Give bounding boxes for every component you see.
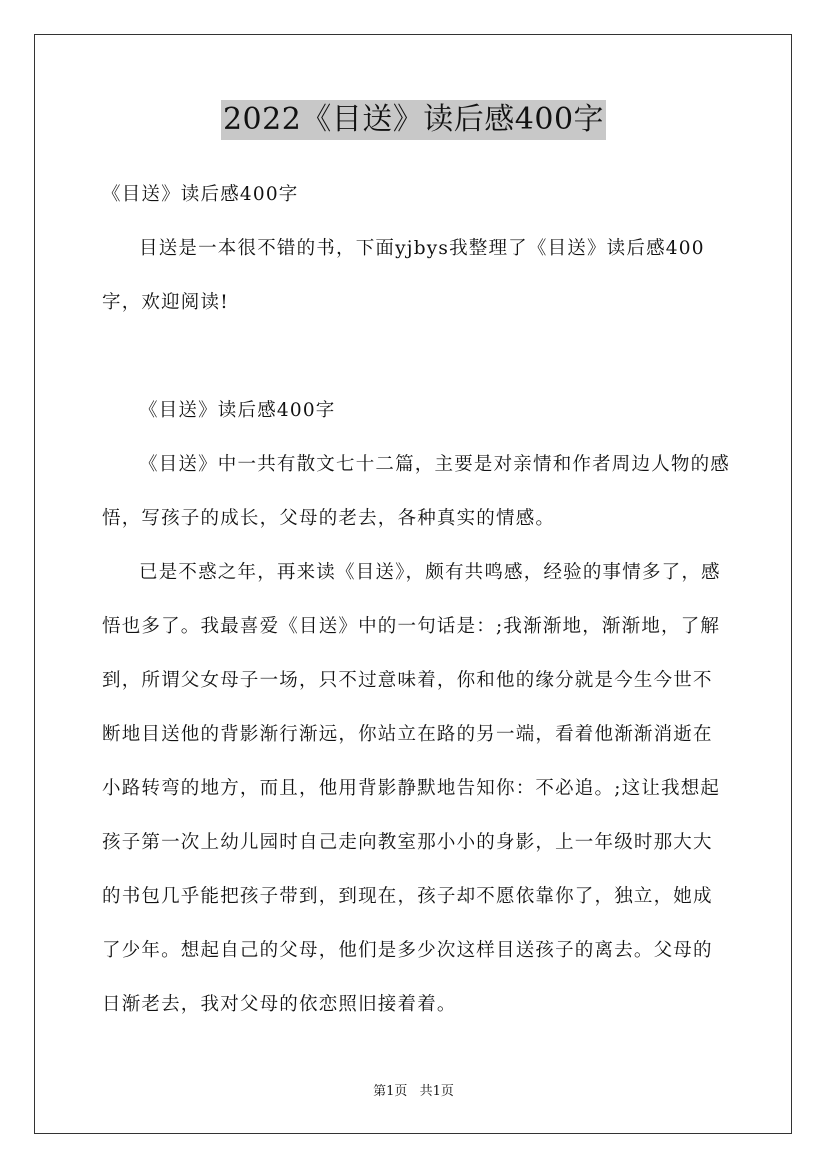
document-subtitle: 《目送》读后感400字 [102,184,299,205]
document-title: 2022《目送》读后感400字 [221,100,606,140]
spacer [102,330,730,384]
body-paragraph: 《目送》中一共有散文七十二篇，主要是对亲情和作者周边人物的感悟，写孩子的成长，父母的老去，各种真实的情感。 [102,454,731,529]
page-footer [0,1082,827,1102]
page-total: 共1页 [419,1084,454,1099]
body-paragraph: 已是不惑之年，再来读《目送》，颇有共鸣感，经验的事情多了，感悟也多了。我最喜爱《目送》中的一句话是：;我渐渐地，渐渐地，了解到，所谓父女母子一场，只不过意味着，你和他的缘分就是今生今世不断地目送他的背影渐行渐远，你站立在路的另一端，看着他渐渐消逝在小路转弯的地方，而且，他用背影静默地告知你：不必追。;这让我想起孩子第一次上幼儿园时自己走向教室那小小的身影，上一年级时那大大的书包几乎能把孩子带到，到现在，孩子却不愿依靠你了，独立，她成了少年。想起自己的父母，他们是多少次这样目送孩子的离去。父母的日渐老去，我对父母的依恋照旧接着着。 [102,562,721,1015]
page-number: 第1页 [373,1084,408,1099]
document-body [102,168,730,1032]
title-container [0,100,827,140]
section-heading: 《目送》读后感400字 [139,400,336,421]
intro-paragraph: 目送是一本很不错的书，下面yjbys我整理了《目送》读后感400字，欢迎阅读! [102,238,705,313]
